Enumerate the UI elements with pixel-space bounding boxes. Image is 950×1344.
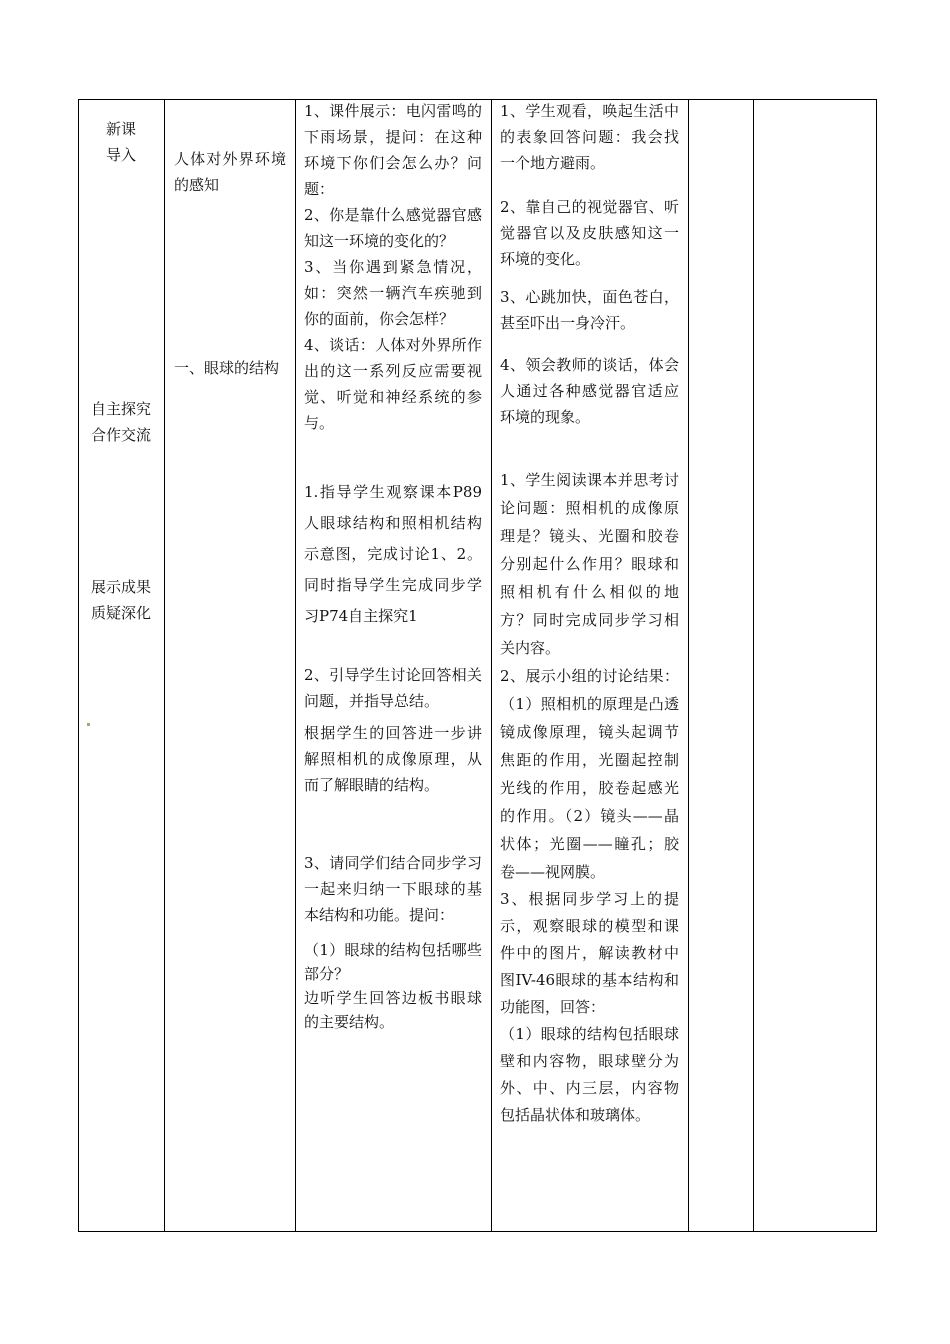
stage-explore: 自主探究 合作交流 (90, 400, 151, 444)
teacher-item: 4、谈话：人体对外界所作出的这一系列反应需要视觉、听觉和神经系统的参与。 (304, 336, 482, 432)
teacher-column (304, 100, 482, 1034)
student-item: 3、心跳加快，面色苍白，甚至吓出一身冷汗。 (500, 288, 679, 332)
student-item: 2、展示小组的讨论结果：（1）照相机的原理是凸透镜成像原理，镜头起调节焦距的作用，光圈起控制光线的作用，胶卷起感光的作用。（2）镜头——晶状体；光圈——瞳孔；胶卷——视网膜。 (500, 667, 679, 881)
student-item: 1、学生观看，唤起生活中的表象回答问题：我会找一个地方避雨。 (500, 102, 679, 172)
column-divider (491, 100, 492, 1231)
topic-column (174, 100, 286, 381)
column-divider (164, 100, 165, 1231)
stage-show: 展示成果 质疑深化 (90, 578, 151, 622)
student-item: 3、根据同步学习上的提示，观察眼球的模型和课件中的图片，解读教材中图IV-46眼球的基本结构和功能图，回答： (500, 890, 679, 1016)
teacher-item: 1、课件展示：电闪雷鸣的下雨场景，提问：在这种环境下你们会怎么办？问题： (304, 102, 482, 198)
student-item: 1、学生阅读课本并思考讨论问题：照相机的成像原理是？镜头、光圈和胶卷分别起什么作用？眼球和照相机有什么相似的地方？同时完成同步学习相关内容。 (500, 471, 679, 657)
student-item: （1）眼球的结构包括眼球壁和内容物，眼球壁分为外、中、内三层，内容物包括晶状体和玻璃体。 (500, 1025, 679, 1124)
teacher-item: 根据学生的回答进一步讲解照相机的成像原理，从而了解眼睛的结构。 (304, 724, 482, 794)
stage-intro: 新课 导入 (105, 120, 136, 164)
speck (87, 723, 90, 726)
teacher-item: 2、你是靠什么感觉器官感知这一环境的变化的？ (304, 206, 482, 250)
lesson-table (78, 99, 877, 1232)
column-divider (688, 100, 689, 1231)
column-divider (295, 100, 296, 1231)
teacher-item: 3、请同学们结合同步学习一起来归纳一下眼球的基本结构和功能。提问： (304, 854, 482, 924)
topic-perception: 人体对外界环境的感知 (174, 150, 286, 194)
column-divider (753, 100, 754, 1231)
topic-eye-structure: 一、眼球的结构 (174, 359, 280, 377)
teacher-item: 3、当你遇到紧急情况，如：突然一辆汽车疾驰到你的面前，你会怎样？ (304, 258, 482, 328)
student-item: 4、领会教师的谈话，体会人通过各种感觉器官适应环境的现象。 (500, 356, 679, 426)
teacher-item: 边听学生回答边板书眼球的主要结构。 (304, 989, 482, 1031)
teacher-item: 1.指导学生观察课本P89人眼球结构和照相机结构示意图，完成讨论1、2。同时指导学生完成同步学习P74自主探究1 (304, 483, 482, 625)
student-item: 2、靠自己的视觉器官、听觉器官以及皮肤感知这一环境的变化。 (500, 198, 679, 268)
student-column (500, 100, 679, 1129)
teacher-item: （1）眼球的结构包括哪些部分？ (304, 941, 482, 983)
teacher-item: 2、引导学生讨论回答相关问题，并指导总结。 (304, 666, 482, 710)
